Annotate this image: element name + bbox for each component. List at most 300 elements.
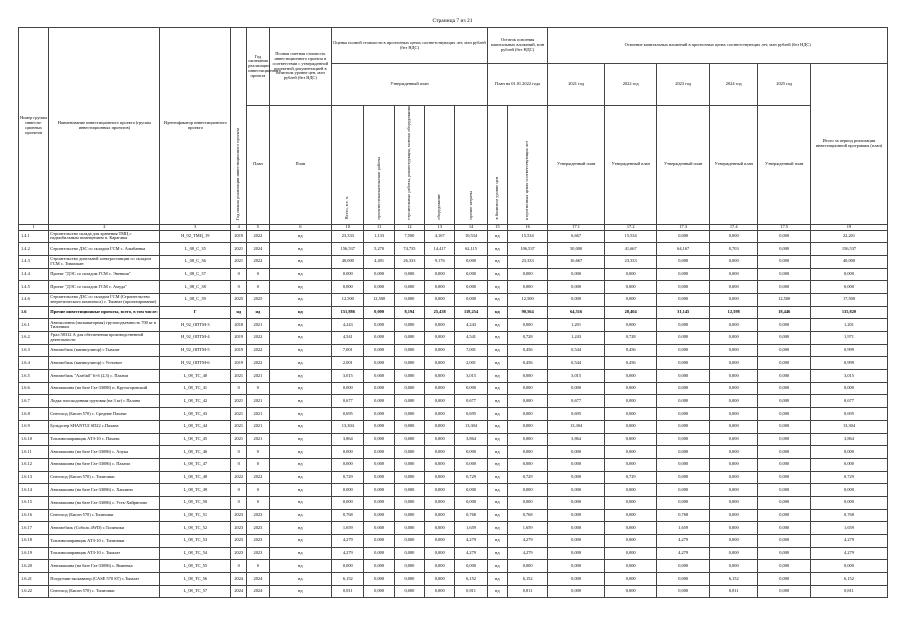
row-project-id: H_92_ОПТМ-3 bbox=[160, 319, 231, 332]
row-value: 0,000 bbox=[657, 560, 710, 573]
row-number: 1.6.17 bbox=[19, 522, 49, 535]
row-plan-value: нд bbox=[269, 560, 332, 573]
row-value: 0,000 bbox=[364, 306, 394, 319]
header-other: прочие затраты bbox=[455, 106, 487, 225]
row-value: 5,270 bbox=[364, 243, 394, 256]
row-value: 4,243 bbox=[332, 319, 364, 332]
row-value: 0,000 bbox=[709, 471, 757, 484]
header-2021: 2021 год bbox=[548, 64, 605, 106]
row-value: 0,000 bbox=[657, 585, 710, 598]
row-value: 0,000 bbox=[758, 458, 811, 471]
row-value: 0,000 bbox=[709, 293, 757, 306]
row-value: 0,000 bbox=[758, 585, 811, 598]
row-value: 1,133 bbox=[364, 230, 394, 243]
row-value: 4,279 bbox=[332, 535, 364, 548]
row-value: 0,000 bbox=[507, 433, 547, 446]
row-value: 15,534 bbox=[507, 230, 547, 243]
row-value: нд bbox=[487, 446, 507, 459]
row-plan-value: нд bbox=[269, 420, 332, 433]
row-year-start: 0 bbox=[231, 496, 247, 509]
row-value: 6,667 bbox=[548, 230, 605, 243]
row-project-name: Автомашина (на базе Газ-33086) с. Усть-Хайрюзово bbox=[49, 496, 160, 509]
row-value: 31,145 bbox=[657, 306, 710, 319]
row-number: 1.6.19 bbox=[19, 547, 49, 560]
column-number: 10 bbox=[332, 224, 364, 230]
row-value: 0,000 bbox=[455, 293, 487, 306]
header-approved-2022: Утвержденный план bbox=[604, 106, 657, 225]
row-value: 0,000 bbox=[548, 293, 605, 306]
row-value: 0,000 bbox=[548, 522, 605, 535]
row-project-name: Строительство дизельной электростанции со складом ГСМ с. Тимилкан bbox=[49, 255, 160, 268]
row-value: 23,333 bbox=[604, 255, 657, 268]
table-row bbox=[19, 509, 888, 522]
header-full-cost: Полная сметная стоимость инвестиционного проекта в соответствии с утвержденной проектной документацией в базисном уровне цен, млн рублей (без НДС) bbox=[269, 28, 332, 106]
row-value: 0,000 bbox=[548, 509, 605, 522]
row-year-end: 0 bbox=[247, 496, 269, 509]
row-project-name: Проект "ДЭС со складом ГСМ с. Эвенкия" bbox=[49, 268, 160, 281]
row-year-end: 2021 bbox=[247, 408, 269, 421]
row-value: 0,544 bbox=[548, 357, 605, 370]
header-2025: 2025 год bbox=[758, 64, 811, 106]
header-total: Всего, в т. ч. bbox=[332, 106, 364, 225]
row-value: 4,279 bbox=[332, 547, 364, 560]
row-value: нд bbox=[487, 547, 507, 560]
row-value: 8,194 bbox=[394, 306, 424, 319]
row-value: 62,115 bbox=[455, 243, 487, 256]
row-value: 0,000 bbox=[507, 395, 547, 408]
row-value: 0,000 bbox=[364, 268, 394, 281]
row-year-end: 0 bbox=[247, 281, 269, 294]
row-value: 0,000 bbox=[364, 446, 394, 459]
row-year-start: 2021 bbox=[231, 408, 247, 421]
row-value: 0,000 bbox=[758, 484, 811, 497]
row-value: 0,456 bbox=[604, 344, 657, 357]
row-value: 0,456 bbox=[507, 344, 547, 357]
row-value: 18,446 bbox=[758, 306, 811, 319]
row-value: 0,695 bbox=[548, 408, 605, 421]
row-plan-value: нд bbox=[269, 293, 332, 306]
table-row bbox=[19, 496, 888, 509]
row-value: нд bbox=[487, 496, 507, 509]
row-value: 0,000 bbox=[332, 268, 364, 281]
column-number: 17.2 bbox=[604, 224, 657, 230]
row-value: 0,000 bbox=[394, 458, 424, 471]
row-value: 0,000 bbox=[810, 560, 887, 573]
row-value: 0,000 bbox=[657, 408, 710, 421]
row-project-name: Автомобиль (манипулятор) с Тымлат bbox=[49, 344, 160, 357]
header-approved-2021: Утвержденный план bbox=[548, 106, 605, 225]
row-value: 0,811 bbox=[507, 585, 547, 598]
row-value: 0,000 bbox=[604, 560, 657, 573]
row-value: 0,768 bbox=[332, 509, 364, 522]
row-value: 0,811 bbox=[810, 585, 887, 598]
row-project-id: L_08_ТС_56 bbox=[160, 573, 231, 586]
row-value: 0,000 bbox=[455, 255, 487, 268]
row-year-start: 2019 bbox=[231, 344, 247, 357]
row-number: 1.6.15 bbox=[19, 496, 49, 509]
row-value: 0,000 bbox=[507, 484, 547, 497]
row-project-id: L_08_ТС_55 bbox=[160, 560, 231, 573]
row-value: нд bbox=[487, 471, 507, 484]
row-value: 15,534 bbox=[604, 230, 657, 243]
row-value: 0,000 bbox=[810, 446, 887, 459]
row-value: 0,000 bbox=[758, 573, 811, 586]
row-year-end: 0 bbox=[247, 484, 269, 497]
row-project-id: L_08_ТС_53 bbox=[160, 535, 231, 548]
row-value: нд bbox=[487, 535, 507, 548]
row-value: 1,659 bbox=[455, 522, 487, 535]
row-value: 0,000 bbox=[604, 535, 657, 548]
row-value: 0,000 bbox=[758, 496, 811, 509]
row-project-id: H_92_ОПТМ-4 bbox=[160, 332, 231, 345]
row-value: нд bbox=[487, 560, 507, 573]
row-value: нд bbox=[487, 382, 507, 395]
table-row bbox=[19, 357, 888, 370]
column-number: 17.5 bbox=[758, 224, 811, 230]
row-value: 0,000 bbox=[758, 230, 811, 243]
row-value: 0,000 bbox=[758, 243, 811, 256]
header-approved-2023: Утвержденный план bbox=[657, 106, 710, 225]
row-value: 0,000 bbox=[507, 458, 547, 471]
row-value: 0,768 bbox=[657, 509, 710, 522]
row-value: 0,000 bbox=[425, 446, 455, 459]
row-value: 0,000 bbox=[455, 268, 487, 281]
row-year-start: 2025 bbox=[231, 293, 247, 306]
row-value: 0,000 bbox=[425, 408, 455, 421]
row-value: 12,500 bbox=[364, 293, 394, 306]
row-number: 1.6.14 bbox=[19, 484, 49, 497]
row-project-id: H_92_ОПТМ-6 bbox=[160, 357, 231, 370]
column-number: 16 bbox=[507, 224, 547, 230]
row-value: 0,000 bbox=[709, 433, 757, 446]
row-year-start: 2023 bbox=[231, 522, 247, 535]
row-number: 1.6.22 bbox=[19, 585, 49, 598]
row-project-name: Топливозаправщик АТЗ-10 с. Тиличики bbox=[49, 535, 160, 548]
row-value: 9,176 bbox=[425, 255, 455, 268]
header-plan: План bbox=[247, 106, 269, 225]
row-plan-value: нд bbox=[269, 332, 332, 345]
row-year-start: 2021 bbox=[231, 255, 247, 268]
row-year-end: 2024 bbox=[247, 243, 269, 256]
row-value: 0,000 bbox=[604, 281, 657, 294]
row-value: 4,279 bbox=[810, 547, 887, 560]
row-project-name: Урал 58312 А для обеспечения производственной деятельности bbox=[49, 332, 160, 345]
row-year-start: 2019 bbox=[231, 332, 247, 345]
row-value: 3,015 bbox=[548, 370, 605, 383]
row-value: 28,404 bbox=[604, 306, 657, 319]
row-value: 0,000 bbox=[364, 535, 394, 548]
row-value: нд bbox=[487, 395, 507, 408]
row-value: 0,000 bbox=[548, 573, 605, 586]
row-value: 0,000 bbox=[709, 344, 757, 357]
row-value: 4,279 bbox=[455, 535, 487, 548]
row-year-end: 0 bbox=[247, 382, 269, 395]
row-project-id: L_08_ТС_49 bbox=[160, 484, 231, 497]
row-value: 0,000 bbox=[364, 509, 394, 522]
table-row bbox=[19, 547, 888, 560]
table-row bbox=[19, 471, 888, 484]
row-value: 0,000 bbox=[758, 395, 811, 408]
row-value: нд bbox=[487, 509, 507, 522]
row-value: 0,000 bbox=[425, 458, 455, 471]
row-value: 0,000 bbox=[332, 484, 364, 497]
row-plan-value: нд bbox=[269, 319, 332, 332]
row-value: 0,000 bbox=[394, 420, 424, 433]
row-value: 0,456 bbox=[604, 357, 657, 370]
row-value: 0,728 bbox=[507, 332, 547, 345]
row-value: 0,000 bbox=[507, 268, 547, 281]
row-value: 0,000 bbox=[709, 230, 757, 243]
row-value: 0,000 bbox=[758, 509, 811, 522]
row-project-name: Строительство ДЗС со складом ГСМ с. Алыбаевка bbox=[49, 243, 160, 256]
column-number: 4 bbox=[231, 224, 247, 230]
row-value: 0,000 bbox=[507, 560, 547, 573]
row-value: 0,000 bbox=[332, 458, 364, 471]
row-plan-value: нд bbox=[269, 230, 332, 243]
row-project-name: Автомашина (на базе Газ-33086) с. Вывенка bbox=[49, 560, 160, 573]
row-value: 0,000 bbox=[810, 496, 887, 509]
row-number: 1.6.2 bbox=[19, 332, 49, 345]
row-value: 0,000 bbox=[394, 370, 424, 383]
row-year-end: 2021 bbox=[247, 319, 269, 332]
row-value: 0,000 bbox=[758, 433, 811, 446]
header-equipment: оборудование bbox=[425, 106, 455, 225]
row-project-name: Погрузчик-экскаватор (CASE 570 ST) с.Тымлат bbox=[49, 573, 160, 586]
row-value: 0,000 bbox=[709, 522, 757, 535]
row-value: 0,000 bbox=[604, 446, 657, 459]
row-value: 1,201 bbox=[810, 319, 887, 332]
header-remaining: Остаток освоения капитальных вложений, млн рублей (без НДС) bbox=[487, 28, 548, 64]
column-number: 2 bbox=[49, 224, 160, 230]
row-number: 1.6.8 bbox=[19, 408, 49, 421]
row-value: 0,000 bbox=[657, 573, 710, 586]
row-value: 0,000 bbox=[425, 471, 455, 484]
row-plan-value: нд bbox=[269, 433, 332, 446]
row-year-start: 2023 bbox=[231, 509, 247, 522]
row-value: нд bbox=[487, 268, 507, 281]
row-value: 0,000 bbox=[548, 496, 605, 509]
row-value: 0,000 bbox=[657, 370, 710, 383]
row-year-end: 0 bbox=[247, 268, 269, 281]
row-value: 0,000 bbox=[394, 395, 424, 408]
row-value: 7,001 bbox=[332, 344, 364, 357]
row-value: 0,000 bbox=[709, 458, 757, 471]
row-value: 0,000 bbox=[604, 509, 657, 522]
row-year-start: 2023 bbox=[231, 547, 247, 560]
row-plan-value: нд bbox=[269, 344, 332, 357]
row-value: 0,000 bbox=[425, 357, 455, 370]
row-value: 0,000 bbox=[364, 496, 394, 509]
row-value: 0,000 bbox=[810, 484, 887, 497]
row-value: 0,000 bbox=[394, 268, 424, 281]
row-value: 1,659 bbox=[332, 522, 364, 535]
row-project-name: Автомашина (на базе Газ-33086) с. Апука bbox=[49, 446, 160, 459]
row-year-end: 2024 bbox=[247, 573, 269, 586]
row-value: 0,000 bbox=[604, 547, 657, 560]
row-value: 0,000 bbox=[364, 433, 394, 446]
header-full-cost-est: Оценка полной стоимости в прогнозных ценах соответствующих лет, млн рублей (без НДС) bbox=[332, 28, 488, 64]
row-value: 0,000 bbox=[364, 332, 394, 345]
row-project-id: L_08_ТС_40 bbox=[160, 370, 231, 383]
row-value: 22,201 bbox=[810, 230, 887, 243]
row-value: нд bbox=[487, 306, 507, 319]
table-row bbox=[19, 408, 888, 421]
row-value: 4,279 bbox=[507, 535, 547, 548]
row-year-end: 2023 bbox=[247, 547, 269, 560]
row-value: 25,438 bbox=[425, 306, 455, 319]
row-value: 4,491 bbox=[364, 255, 394, 268]
row-value: 0,000 bbox=[604, 573, 657, 586]
row-value: 0,000 bbox=[548, 471, 605, 484]
row-number: 1.4.4 bbox=[19, 268, 49, 281]
row-year-start: 2024 bbox=[231, 585, 247, 598]
row-number: 1.4.6 bbox=[19, 293, 49, 306]
row-value: 0,000 bbox=[657, 281, 710, 294]
row-value: нд bbox=[487, 293, 507, 306]
row-value: нд bbox=[487, 370, 507, 383]
table-row bbox=[19, 243, 888, 256]
row-project-name: Прочие инвестиционные проекты, всего, в том числе: bbox=[49, 306, 160, 319]
row-value: 0,000 bbox=[364, 458, 394, 471]
row-value: 0,000 bbox=[657, 420, 710, 433]
row-value: 0,000 bbox=[364, 560, 394, 573]
row-value: 0,000 bbox=[548, 458, 605, 471]
row-value: 41,667 bbox=[604, 243, 657, 256]
row-plan-value: нд bbox=[269, 458, 332, 471]
row-value: 0,729 bbox=[507, 471, 547, 484]
table-row bbox=[19, 395, 888, 408]
column-number: 6 bbox=[269, 224, 332, 230]
row-value: 0,000 bbox=[507, 446, 547, 459]
row-value: 0,000 bbox=[657, 293, 710, 306]
row-value: 0,000 bbox=[604, 293, 657, 306]
column-number: 5 bbox=[247, 224, 269, 230]
row-value: 0,000 bbox=[810, 281, 887, 294]
row-value: 0,000 bbox=[548, 268, 605, 281]
row-value: 0,000 bbox=[394, 446, 424, 459]
row-value: нд bbox=[487, 319, 507, 332]
row-project-id: L_08_ТС_47 bbox=[160, 458, 231, 471]
row-number: 1.6.6 bbox=[19, 382, 49, 395]
row-value: 0,000 bbox=[604, 433, 657, 446]
row-value: 13,304 bbox=[548, 420, 605, 433]
row-value: 0,000 bbox=[657, 319, 710, 332]
row-value: 0,000 bbox=[657, 395, 710, 408]
row-value: 0,000 bbox=[455, 496, 487, 509]
row-value: 0,000 bbox=[810, 458, 887, 471]
row-value: 0,000 bbox=[810, 268, 887, 281]
row-project-name: Топливозаправщик АТЗ-10 с. Тымлат bbox=[49, 547, 160, 560]
row-value: 4,279 bbox=[810, 535, 887, 548]
row-value: 0,768 bbox=[507, 509, 547, 522]
row-value: 0,000 bbox=[709, 484, 757, 497]
row-year-start: 0 bbox=[231, 446, 247, 459]
column-number: 3 bbox=[160, 224, 231, 230]
row-number: 1.4.2 bbox=[19, 243, 49, 256]
row-value: 0,999 bbox=[810, 357, 887, 370]
row-value: 0,000 bbox=[657, 433, 710, 446]
row-value: 0,000 bbox=[548, 535, 605, 548]
row-value: 0,000 bbox=[709, 332, 757, 345]
row-value: 1,971 bbox=[810, 332, 887, 345]
row-value: 0,000 bbox=[394, 332, 424, 345]
row-value: 0,000 bbox=[507, 370, 547, 383]
row-value: 0,000 bbox=[425, 332, 455, 345]
row-value: 0,000 bbox=[657, 471, 710, 484]
row-value: 0,000 bbox=[758, 408, 811, 421]
row-value: 156,537 bbox=[332, 243, 364, 256]
row-value: 64,167 bbox=[657, 243, 710, 256]
row-value: 0,000 bbox=[709, 446, 757, 459]
row-value: 40,000 bbox=[332, 255, 364, 268]
row-project-id: L_08_С_36 bbox=[160, 255, 231, 268]
row-year-end: 2022 bbox=[247, 230, 269, 243]
row-number: 1.6.16 bbox=[19, 509, 49, 522]
row-year-end: 0 bbox=[247, 560, 269, 573]
row-year-end: 0 bbox=[247, 458, 269, 471]
row-value: 0,000 bbox=[657, 268, 710, 281]
row-project-name: Автомашина (на базе Газ-33086) с. Пахачи bbox=[49, 458, 160, 471]
row-project-name: Снегоход (Бисон 570) с. Тиличики bbox=[49, 471, 160, 484]
row-number: 1.6.11 bbox=[19, 446, 49, 459]
row-value: 0,000 bbox=[455, 560, 487, 573]
row-number: 1.6.7 bbox=[19, 395, 49, 408]
table-row bbox=[19, 585, 888, 598]
row-value: 0,000 bbox=[604, 408, 657, 421]
row-year-start: нд bbox=[231, 306, 247, 319]
row-value: 0,000 bbox=[709, 319, 757, 332]
row-project-id: L_08_ТС_50 bbox=[160, 496, 231, 509]
row-number: 1.6.9 bbox=[19, 420, 49, 433]
row-value: 0,000 bbox=[758, 560, 811, 573]
header-group-no: Номер группы инвести-ционных проектов bbox=[19, 28, 49, 225]
row-value: 0,000 bbox=[758, 268, 811, 281]
row-value: 0,000 bbox=[332, 496, 364, 509]
header-approved-2024: Утвержденный план bbox=[709, 106, 757, 225]
row-value: 0,000 bbox=[709, 370, 757, 383]
row-value: 1,659 bbox=[507, 522, 547, 535]
row-project-name: Автомобиль (Соболь 4WD) с.Тиличики bbox=[49, 522, 160, 535]
row-value: 0,000 bbox=[425, 319, 455, 332]
row-year-end: 2021 bbox=[247, 395, 269, 408]
column-number: 15 bbox=[487, 224, 507, 230]
header-2023: 2023 год bbox=[657, 64, 710, 106]
row-value: 0,729 bbox=[332, 471, 364, 484]
row-value: 1,659 bbox=[810, 522, 887, 535]
row-number: 1.6.4 bbox=[19, 357, 49, 370]
row-value: 0,695 bbox=[810, 408, 887, 421]
row-project-id: L_08_ТС_42 bbox=[160, 395, 231, 408]
row-value: 0,000 bbox=[364, 471, 394, 484]
row-number: 1.6.18 bbox=[19, 535, 49, 548]
row-value: 4,167 bbox=[425, 230, 455, 243]
row-value: 0,000 bbox=[758, 319, 811, 332]
row-value: 0,000 bbox=[758, 382, 811, 395]
row-value: 6,152 bbox=[810, 573, 887, 586]
row-value: 0,000 bbox=[604, 496, 657, 509]
row-value: 0,677 bbox=[455, 395, 487, 408]
row-project-name: Строительство склада для хранения ТМЦ с надмобильным помещением п. Караганы bbox=[49, 230, 160, 243]
row-value: 64,516 bbox=[548, 306, 605, 319]
row-value: 0,695 bbox=[455, 408, 487, 421]
row-year-start: 2021 bbox=[231, 370, 247, 383]
row-value: нд bbox=[487, 420, 507, 433]
row-value: 0,677 bbox=[810, 395, 887, 408]
table-row bbox=[19, 230, 888, 243]
row-project-name: Снегоход (Бисон 570) с.Тиличики bbox=[49, 509, 160, 522]
row-value: нд bbox=[487, 484, 507, 497]
row-value: 0,000 bbox=[604, 420, 657, 433]
